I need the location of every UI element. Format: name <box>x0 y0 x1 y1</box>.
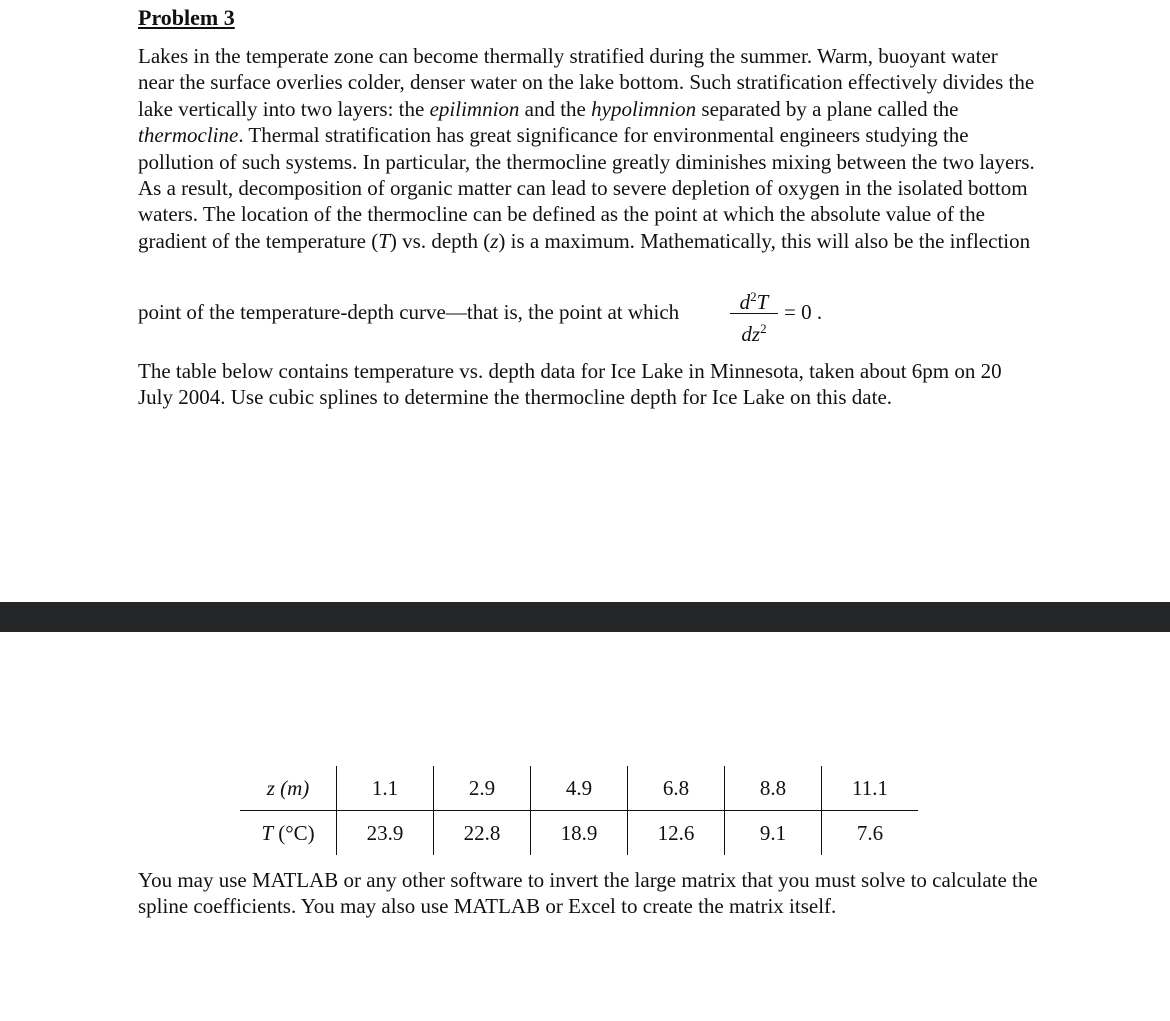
depth-cell: 6.8 <box>628 766 725 811</box>
page-separator-band <box>0 602 1170 632</box>
temperature-cell: 7.6 <box>822 811 919 856</box>
formula-lead-text: point of the temperature-depth curve—that is, the point at which <box>138 300 680 324</box>
second-derivative-fraction <box>730 283 778 346</box>
equals-zero: = 0 . <box>784 300 823 324</box>
paragraph-text: . Thermal stratification has great significance for environmental engineers studying the pollution of such systems. In particular, the thermocline greatly diminishes mixing between the two layers. As a result, decomposition of organic matter can lead to severe depletion of oxygen in the isolated bottom waters. The location of the thermocline can be defined as the point at which the absolute value of the gradient of the temperature ( <box>138 123 1035 253</box>
table-intro-paragraph: The table below contains temperature vs. depth data for Ice Lake in Minnesota, taken about 6pm on 20 July 2004. Use cubic splines to determine the thermocline depth for Ice Lake on this date. <box>138 359 1002 410</box>
temperature-cell: 9.1 <box>725 811 822 856</box>
paragraph-text: ) is a maximum. Mathematically, this will also be the inflection <box>498 228 1031 253</box>
paragraph-text: and the <box>519 96 592 121</box>
depth-temperature-table <box>240 766 918 855</box>
temperature-row <box>240 811 918 856</box>
paragraph-text: ) vs. depth ( <box>389 228 491 253</box>
italic-term: hypolimnion <box>591 96 697 121</box>
temperature-cell: 23.9 <box>337 811 434 856</box>
italic-term: thermocline <box>138 123 239 148</box>
depth-cell: 1.1 <box>337 766 434 811</box>
temperature-header: T (°C) <box>261 820 315 845</box>
temperature-cell: 18.9 <box>531 811 628 856</box>
depth-cell: 4.9 <box>531 766 628 811</box>
italic-term: z <box>490 228 499 253</box>
fraction-bar <box>730 313 778 314</box>
temperature-cell: 22.8 <box>434 811 531 856</box>
problem-title: Problem 3 <box>138 5 235 30</box>
italic-term: epilimnion <box>429 96 520 121</box>
temperature-cell: 12.6 <box>628 811 725 856</box>
paragraph-text: separated by a plane called the <box>696 96 959 121</box>
fraction-numerator: $d^2T$ <box>739 289 769 314</box>
fraction-denominator: $dz^2$ <box>741 321 767 346</box>
depth-row <box>240 766 918 811</box>
intro-paragraph <box>138 43 1038 254</box>
depth-cell: 2.9 <box>434 766 531 811</box>
depth-cell: 11.1 <box>822 766 919 811</box>
italic-term: T <box>378 228 390 253</box>
paragraph-text: Lakes in the temperate zone can become thermally stratified during the summer. Warm, buoyant water near the surface overlies colder, denser water on the lake bottom. Such stratification effectively divides the lake vertically into two layers: the <box>138 44 1035 121</box>
software-note-paragraph: You may use MATLAB or any other software to invert the large matrix that you must solve to calculate the spline coefficients. You may also use MATLAB or Excel to create the matrix itself. <box>138 868 1038 919</box>
depth-header: z (m) <box>240 766 337 811</box>
depth-cell: 8.8 <box>725 766 822 811</box>
formula-line <box>138 283 1038 353</box>
